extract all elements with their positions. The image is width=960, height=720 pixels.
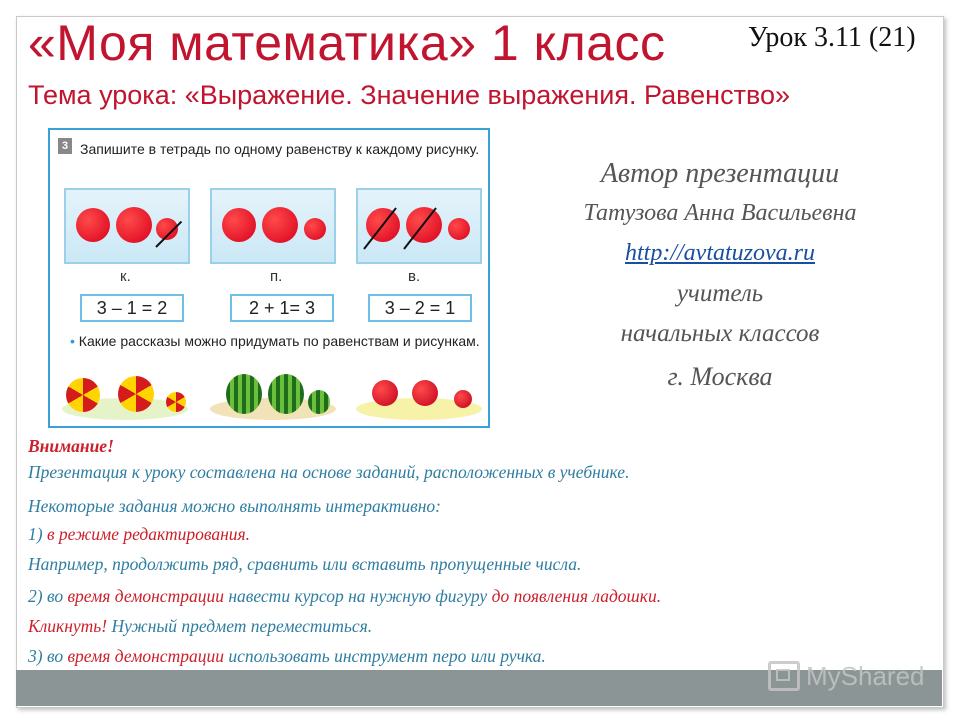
lesson-number: Урок 3.11 (21) xyxy=(748,22,916,53)
watermelon-icon xyxy=(268,374,304,414)
note-line-5 xyxy=(28,586,661,607)
red-circle xyxy=(116,207,152,243)
ball-icon xyxy=(166,392,186,412)
note-text: использовать инструмент перо или ручка. xyxy=(223,646,546,666)
textbook-image xyxy=(48,128,490,428)
task-text: Запишите в тетрадь по одному равенству к каждому рисунку. xyxy=(80,141,480,157)
author-city: г. Москва xyxy=(667,362,773,391)
note-text: 1) xyxy=(28,524,47,544)
apple-icon xyxy=(372,380,398,406)
note-text: 3) во xyxy=(28,646,68,666)
note-highlight: в режиме редактирования. xyxy=(46,524,251,544)
author-link[interactable]: http://avtatuzova.ru xyxy=(625,240,815,266)
apple-icon xyxy=(412,380,438,406)
author-role: учитель xyxy=(676,280,764,307)
balls-scene xyxy=(62,370,188,420)
watermelons-scene xyxy=(210,370,336,420)
note-line-4: Например, продолжить ряд, сравнить или вставить пропущенные числа. xyxy=(28,554,582,574)
red-circle xyxy=(304,218,326,240)
watermark xyxy=(768,658,925,694)
equation-box-3: 3 – 2 = 1 xyxy=(368,294,472,322)
note-line-1: Презентация к уроку составлена на основе заданий, расположенных в учебнике. xyxy=(28,462,630,482)
question-text xyxy=(70,332,480,351)
note-highlight: Кликнуть! xyxy=(28,616,108,636)
author-heading: Автор презентации xyxy=(600,158,840,189)
red-circle xyxy=(262,207,298,243)
watermelon-icon xyxy=(308,390,330,414)
picture-panel-3 xyxy=(356,188,482,264)
author-role-detail: начальных классов xyxy=(620,320,820,347)
bullet: • xyxy=(70,333,75,349)
note-line-3 xyxy=(28,524,250,545)
picture-panel-2 xyxy=(210,188,336,264)
panel-label-2: п. xyxy=(270,268,283,285)
ball-icon xyxy=(118,376,154,412)
watermelon-icon xyxy=(226,374,262,414)
red-circle xyxy=(222,208,256,242)
red-circle xyxy=(76,208,110,242)
page-title: «Моя математика» 1 класс xyxy=(28,15,666,71)
question-label: Какие рассказы можно придумать по равенствам и рисункам. xyxy=(78,333,480,349)
equation-box-1: 3 – 1 = 2 xyxy=(80,294,184,322)
watermark-text: MyShared xyxy=(806,660,925,691)
ball-icon xyxy=(66,378,100,412)
red-circle xyxy=(448,218,470,240)
attention-label: Внимание! xyxy=(28,436,114,456)
note-line-6 xyxy=(28,616,372,637)
slides-icon xyxy=(768,661,800,691)
lesson-topic: Тема урока: «Выражение. Значение выражения. Равенство» xyxy=(28,80,791,110)
equation-box-2: 2 + 1= 3 xyxy=(230,294,334,322)
panel-label-1: к. xyxy=(120,268,131,285)
note-line-7 xyxy=(28,646,546,667)
note-highlight: время демонстрации xyxy=(67,586,224,606)
note-highlight: время демонстрации xyxy=(67,646,224,666)
panel-label-3: в. xyxy=(408,268,421,285)
note-text: 2) во xyxy=(28,586,68,606)
note-text: Нужный предмет переместиться. xyxy=(107,616,373,636)
author-name: Татузова Анна Васильевна xyxy=(583,200,857,226)
apple-icon xyxy=(454,390,472,408)
note-line-2: Некоторые задания можно выполнять интерактивно: xyxy=(28,496,441,516)
note-text: навести курсор на нужную фигуру xyxy=(223,586,492,606)
task-number: 3 xyxy=(58,138,72,154)
apples-scene xyxy=(356,370,482,420)
picture-panel-1 xyxy=(64,188,190,264)
note-highlight: до появления ладошки. xyxy=(491,586,662,606)
